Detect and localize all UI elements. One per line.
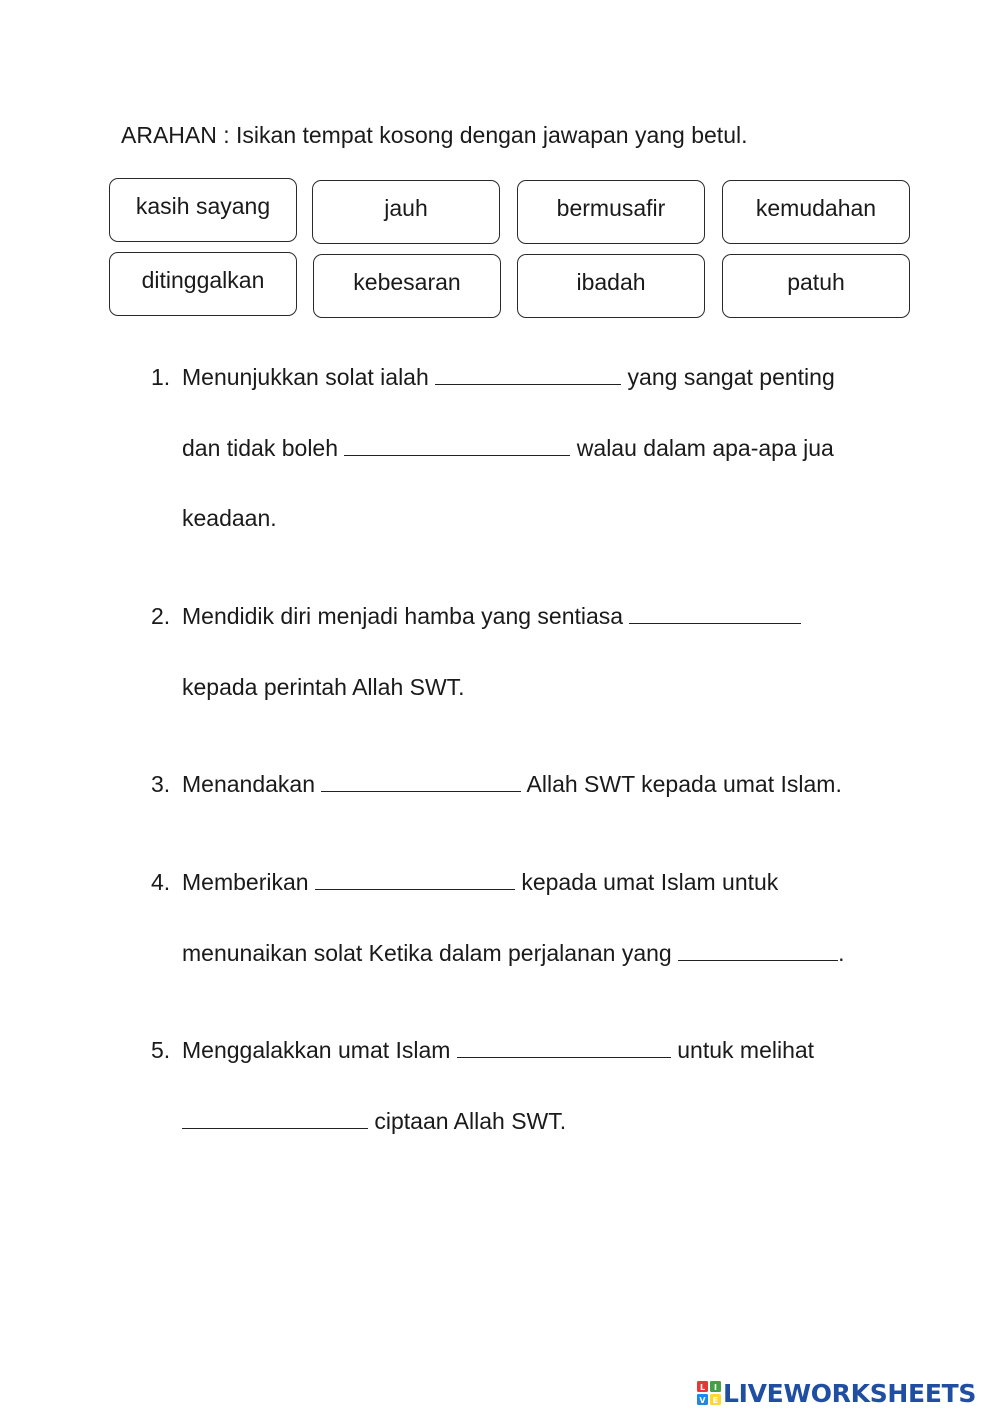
question-number: 1. <box>151 364 171 390</box>
answer-blank[interactable] <box>182 1108 368 1129</box>
answer-blank[interactable] <box>344 435 570 456</box>
question-text: Mendidik diri menjadi hamba yang sentiasa <box>182 603 630 629</box>
question-line <box>182 771 842 798</box>
svg-text:I: I <box>714 1383 717 1392</box>
question-text: Menandakan <box>182 771 322 797</box>
question-number: 3. <box>151 771 171 797</box>
word-option-label: kasih sayang <box>135 193 271 219</box>
question-line <box>182 1108 566 1135</box>
question-text: dan tidak boleh <box>182 435 345 461</box>
question-text: untuk melihat <box>670 1037 815 1063</box>
question-line <box>182 674 465 701</box>
word-option[interactable] <box>109 178 297 242</box>
question-line <box>182 940 845 967</box>
question-line <box>182 505 277 532</box>
word-option-label: kemudahan <box>755 195 877 221</box>
svg-text:L: L <box>699 1383 706 1392</box>
answer-blank[interactable] <box>435 364 621 385</box>
question-line <box>182 603 801 630</box>
word-option[interactable] <box>313 254 501 318</box>
question-text: Menunjukkan solat ialah <box>182 364 436 390</box>
svg-text:V: V <box>699 1396 706 1405</box>
question-line <box>182 869 778 896</box>
liveworksheets-logo <box>697 1378 976 1408</box>
question-text: menunaikan solat Ketika dalam perjalanan yang <box>182 940 679 966</box>
question-line <box>182 1037 814 1064</box>
answer-blank[interactable] <box>457 1037 671 1058</box>
question-text: kepada perintah Allah SWT. <box>182 674 465 700</box>
liveworksheets-logo-icon <box>697 1381 721 1405</box>
svg-text:E: E <box>712 1396 719 1405</box>
liveworksheets-logo-text: LIVEWORKSHEETS <box>723 1378 977 1408</box>
question-text: Allah SWT kepada umat Islam. <box>521 771 842 797</box>
word-option[interactable] <box>109 252 297 316</box>
answer-blank[interactable] <box>315 869 515 890</box>
word-option-label: bermusafir <box>556 195 666 221</box>
question-text: Menggalakkan umat Islam <box>182 1037 457 1063</box>
question-text: walau dalam apa-apa jua <box>570 435 834 461</box>
question-text: . <box>838 940 845 966</box>
word-option[interactable] <box>517 254 705 318</box>
word-option-label: ibadah <box>576 269 646 295</box>
answer-blank[interactable] <box>321 771 521 792</box>
question-text: Memberikan <box>182 869 315 895</box>
question-text: yang sangat penting <box>621 364 835 390</box>
question-text: ciptaan Allah SWT. <box>368 1108 567 1134</box>
word-option[interactable] <box>312 180 500 244</box>
word-option[interactable] <box>517 180 705 244</box>
answer-blank[interactable] <box>678 940 838 961</box>
question-number: 4. <box>151 869 171 895</box>
question-number: 5. <box>151 1037 171 1063</box>
question-text: kepada umat Islam untuk <box>514 869 779 895</box>
answer-blank[interactable] <box>629 603 801 624</box>
word-option-label: ditinggalkan <box>141 267 265 293</box>
word-option[interactable] <box>722 254 910 318</box>
question-line <box>182 435 834 462</box>
instruction: ARAHAN : Isikan tempat kosong dengan jawapan yang betul. <box>121 122 748 148</box>
word-option-label: kebesaran <box>353 269 461 295</box>
question-text: keadaan. <box>182 505 277 531</box>
word-option[interactable] <box>722 180 910 244</box>
word-option-label: patuh <box>787 269 845 295</box>
word-option-label: jauh <box>384 195 428 221</box>
question-line <box>182 364 835 391</box>
question-number: 2. <box>151 603 171 629</box>
